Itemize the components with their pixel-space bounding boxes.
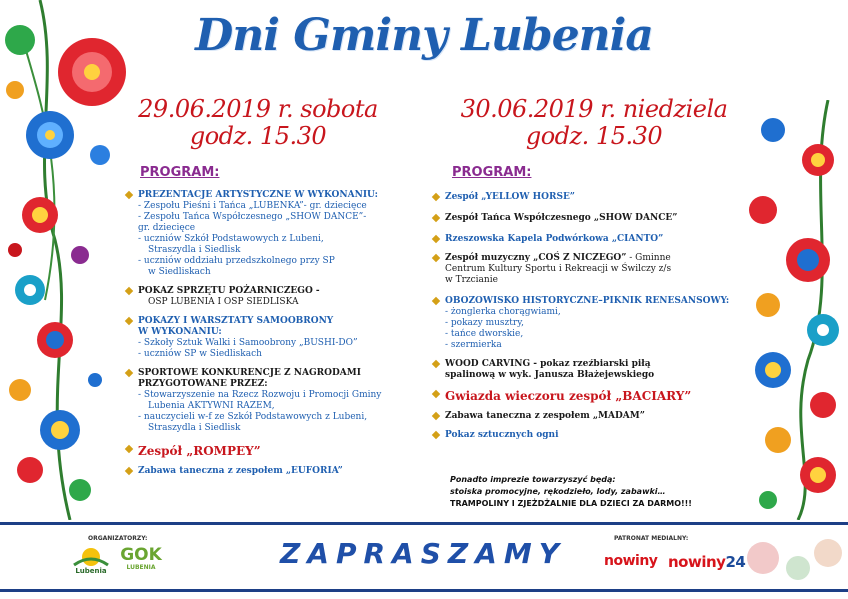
item-line: - szermierka — [445, 340, 502, 350]
item-line: - pokazy musztry, — [445, 318, 524, 328]
nowiny-logo: nowiny — [604, 553, 658, 569]
list-item — [432, 234, 777, 245]
nowiny24-logo — [668, 553, 745, 571]
item-line: Centrum Kultury Sportu i Rekreacji w Świlczy z/s — [445, 264, 672, 274]
item-line: - nauczycieli w-f ze Szkół Podstawowych z Lubeni, — [138, 412, 368, 422]
sun-icon — [70, 545, 112, 569]
day2-program-list — [432, 192, 777, 447]
day1-date — [128, 96, 388, 150]
extra-line: stoiska promocyjne, rękodzieło, lody, zabawki… — [450, 487, 666, 496]
item-line: - Stowarzyszenie na Rzecz Rozwoju i Promocji Gminy — [138, 390, 382, 400]
item-heading: POKAZY I WARSZTATY SAMOOBRONY — [138, 316, 334, 326]
item-heading: Zespół Tańca Współczesnego „SHOW DANCE” — [445, 213, 678, 223]
list-item — [432, 213, 777, 224]
day1-time-line: godz. 15.30 — [189, 122, 327, 150]
list-item — [125, 316, 435, 360]
item-line: - uczniów SP w Siedliskach — [138, 349, 262, 359]
invite-text: ZAPRASZAMY — [279, 537, 566, 570]
item-heading: PRZYGOTOWANE PRZEZ: — [138, 379, 268, 389]
item-line: - Zespołu Tańca Współczesnego „SHOW DANCE”- — [138, 212, 367, 222]
item-line: gr. dziecięce — [138, 223, 196, 233]
list-item — [125, 466, 435, 477]
item-line: - uczniów oddziału przedszkolnego przy SP — [138, 256, 335, 266]
extra-attractions — [450, 474, 780, 510]
item-heading: Zespół „YELLOW HORSE” — [445, 192, 575, 202]
footer-floral-decoration — [738, 528, 848, 592]
list-item — [432, 192, 777, 203]
organizers-label: ORGANIZATORZY: — [88, 535, 148, 542]
list-item — [432, 389, 777, 403]
list-item — [432, 296, 777, 351]
item-heading-tail: - Gminne — [626, 253, 671, 263]
item-heading: Zespół muzyczny „COŚ Z NICZEGO” — [445, 253, 627, 263]
item-line: Straszydla i Siedlisk — [148, 423, 241, 433]
item-line: Straszydla i Siedlisk — [148, 245, 241, 255]
gok-logo — [120, 546, 162, 582]
list-item — [432, 359, 777, 381]
item-heading: POKAZ SPRZĘTU POŻARNICZEGO - — [138, 286, 320, 296]
item-heading: Rzeszowska Kapela Podwórkowa „CIANTO” — [445, 234, 664, 244]
item-heading: Gwiazda wieczoru zespół „BACIARY” — [445, 389, 692, 403]
day2-date — [444, 96, 744, 150]
gok-logo-text: GOK — [120, 545, 162, 565]
item-heading: Pokaz sztucznych ogni — [445, 430, 559, 440]
item-line: - Zespołu Pieśni i Tańca „LUBENKA”- gr. dziecięce — [138, 201, 367, 211]
item-line: w Siedliskach — [148, 267, 211, 277]
item-heading: PREZENTACJE ARTYSTYCZNE W WYKONANIU: — [138, 190, 378, 200]
list-item — [432, 253, 777, 286]
day1-program-label: PROGRAM: — [140, 165, 220, 180]
item-line: - tańce dworskie, — [445, 329, 524, 339]
nowiny24-logo-number: 24 — [725, 553, 746, 571]
list-item — [125, 286, 435, 308]
nowiny24-logo-text: nowiny — [668, 553, 726, 571]
item-line: Lubenia AKTYWNI RAZEM, — [148, 401, 275, 411]
lubenia-logo — [70, 545, 112, 579]
lubenia-logo-text: Lubenia — [75, 567, 107, 575]
extra-line: TRAMPOLINY I ZJEŻDŻALNIE DLA DZIECI ZA DARMO!!! — [450, 499, 692, 508]
item-heading: W WYKONANIU: — [138, 327, 222, 337]
gok-logo-subtext: LUBENIA — [126, 564, 156, 571]
day2-time-line: godz. 15.30 — [525, 122, 663, 150]
list-item — [125, 368, 435, 434]
list-item — [432, 411, 777, 422]
floral-left-decoration — [0, 0, 130, 520]
item-heading: WOOD CARVING - pokaz rzeźbiarski piłą — [445, 359, 651, 369]
list-item — [125, 444, 435, 458]
day2-program-label: PROGRAM: — [452, 165, 532, 180]
item-line: OSP LUBENIA I OSP SIEDLISKA — [148, 297, 299, 307]
list-item — [432, 430, 777, 441]
day2-date-line: 30.06.2019 r. niedziela — [460, 95, 728, 123]
item-line: - żonglerka chorągwiami, — [445, 307, 561, 317]
extra-line: Ponadto imprezie towarzyszyć będą: — [450, 475, 616, 484]
page-title: Dni Gminy Lubenia — [195, 10, 653, 61]
item-line: - uczniów Szkół Podstawowych z Lubeni, — [138, 234, 324, 244]
item-heading: Zabawa taneczna z zespołem „MADAM” — [445, 411, 645, 421]
item-heading: SPORTOWE KONKURENCJE Z NAGRODAMI — [138, 368, 361, 378]
list-item — [125, 190, 435, 278]
item-heading: Zabawa taneczna z zespołem „EUFORIA” — [138, 466, 343, 476]
item-line: spalinową w wyk. Janusza Błażejewskiego — [445, 370, 655, 380]
media-patron-label: PATRONAT MEDIALNY: — [614, 535, 689, 542]
item-line: - Szkoły Sztuk Walki i Samoobrony „BUSHI-DO” — [138, 338, 358, 348]
day1-date-line: 29.06.2019 r. sobota — [138, 95, 378, 123]
item-heading: Zespół „ROMPEY” — [138, 444, 261, 458]
day1-program-list — [125, 190, 435, 483]
item-heading: OBOZOWISKO HISTORYCZNE–PIKNIK RENESANSOWY: — [445, 296, 730, 306]
item-line: w Trzcianie — [445, 275, 498, 285]
